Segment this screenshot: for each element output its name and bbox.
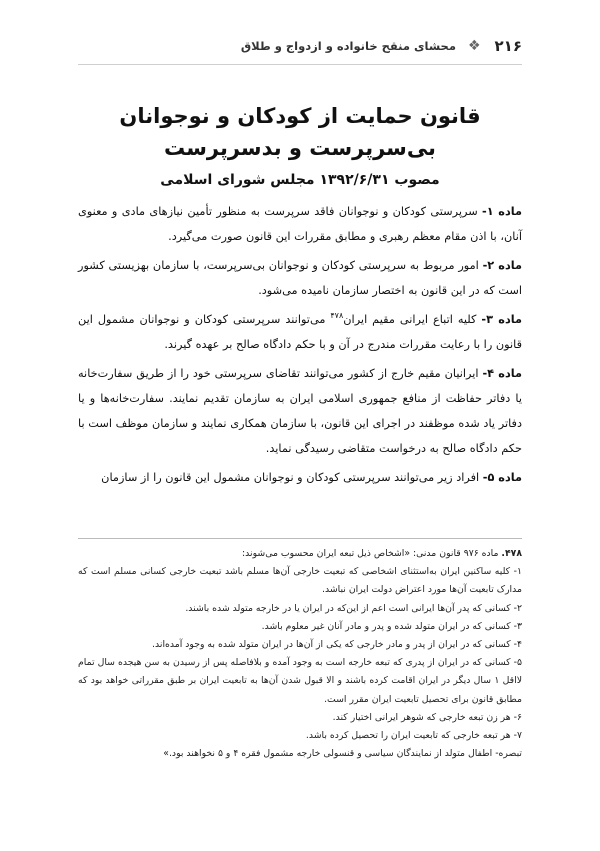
ornament-icon: ❖ (467, 38, 481, 54)
article-text: افراد زیر می‌توانند سرپرستی کودکان و نوجوانان مشمول این قانون را از سازمان (101, 471, 483, 484)
footnote-item: ۴- کسانی که در ایران از پدر و مادر خارجی که یکی از آن‌ها در ایران متولد شده به وجود آمده‌اند. (152, 639, 522, 651)
footnotes (78, 545, 522, 763)
law-title: قانون حمایت از کودکان و نوجوانان بی‌سرپرست و بدسرپرست (119, 104, 481, 160)
header-divider (78, 64, 522, 65)
article-text: می‌توانند سرپرستی کودکان و نوجوانان مشمول این قانون را با رعایت مقررات مندرج در آن و با حکم دادگاه صالح بر عهده گیرند. (78, 313, 522, 351)
article-3 (78, 307, 522, 357)
article-label: ماده ۲- (482, 259, 522, 272)
article-4 (78, 361, 522, 461)
article-text: کلیه اتباع ایرانی مقیم ایران (343, 313, 482, 326)
article-label: ماده ۵- (482, 471, 522, 484)
article-text: امور مربوط به سرپرستی کودکان و نوجوانان بی‌سرپرست، با سازمان بهزیستی کشور است که در این قانون به اختصار سازمان نامیده می‌شود. (78, 259, 522, 297)
footnote-item: ۱- کلیه ساکنین ایران به‌استثنای اشخاصی که تبعیت خارجی آن‌ها مسلم باشد تبعیت خارجی کسانی مسلم است که مدارک تابعیت آن‌ها مورد اعتراض دولت ایران نباشد. (78, 566, 522, 596)
article-label: ماده ۳- (481, 313, 523, 326)
footnote-item: ۵- کسانی که در ایران از پدری که تبعه خارجه است به وجود آمده و بلافاصله پس از رسیدن به سن هیجده سال تمام لااقل ۱ سال دیگر در ایران اقامت کرده باشند و الا قبول شدن آن‌ها به تابعیت ایران بر طبق مقرراتی خواهد بود که مطابق قانون برای تحصیل تابعیت ایران مقرر است. (78, 657, 522, 705)
footnote-item: ۷- هر تبعه خارجی که تابعیت ایران را تحصیل کرده باشد. (305, 730, 522, 742)
article-2 (78, 253, 522, 303)
running-header (78, 34, 522, 58)
footnote-number: ۴۷۸. (501, 548, 522, 559)
footnote-note: تبصره- اطفال متولد از نمایندگان سیاسی و قنسولی خارجه مشمول فقره ۴ و ۵ نخواهند بود.» (163, 748, 522, 760)
footnote-item: ۳- کسانی که در ایران متولد شده و پدر و مادر آنان غیر معلوم باشد. (261, 620, 522, 632)
article-text: سرپرستی کودکان و نوجوانان فاقد سرپرست به منظور تأمین نیازهای مادی و معنوی آنان، با اذن مقام معظم رهبری و مطابق مقررات این قانون صورت می‌گیرد. (78, 205, 522, 243)
article-5 (78, 465, 522, 490)
footnote-intro (78, 545, 522, 563)
article-text: ایرانیان مقیم خارج از کشور می‌توانند تقاضای سرپرستی خود را از طریق سفارت‌خانه یا دفاتر حفاظت از منافع جمهوری اسلامی ایران به سازمان تقدیم نمایند. سفارت‌خانه‌ها و یا دفاتر یاد شده موظفند در اجرای این قانون، با سازمان همکاری نمایند و سازمان موظف است با حکم دادگاه صالح به درخواست متقاضی رسیدگی نماید. (78, 367, 522, 455)
footnote-item: ۲- کسانی که پدر آن‌ها ایرانی است اعم از این‌که در ایران یا در خارجه متولد شده باشند. (185, 602, 522, 614)
article-label: ماده ۱- (482, 205, 522, 218)
page-number: ۲۱۶ (494, 37, 522, 55)
law-subtitle: مصوب ۱۳۹۲/۶/۳۱ مجلس شورای اسلامی (160, 172, 440, 188)
article-label: ماده ۴- (482, 367, 522, 380)
article-1 (78, 199, 522, 249)
footnote-intro-text: ماده ۹۷۶ قانون مدنی: «اشخاص ذیل تبعه ایران محسوب می‌شوند: (242, 548, 502, 559)
footnote-item: ۶- هر زن تبعه خارجی که شوهر ایرانی اختیار کند. (332, 711, 522, 723)
running-title: محشای منقح خانواده و ازدواج و طلاق (240, 39, 456, 53)
footnote-divider (78, 538, 522, 539)
footnote-reference[interactable]: ۴۷۸ (330, 311, 344, 321)
law-body (78, 199, 522, 494)
